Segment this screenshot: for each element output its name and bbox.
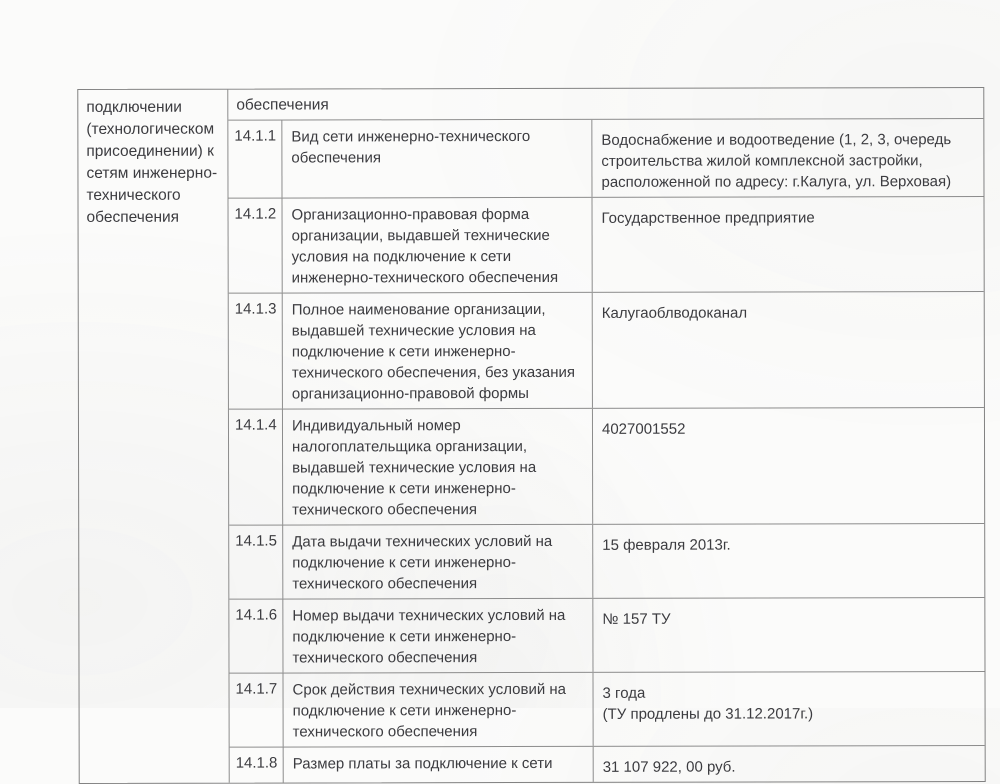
table-row: [229, 672, 984, 748]
table-row: [229, 292, 984, 410]
row-label: Полное наименование организации, выдавшей технические условия на подключение к сети инженерно-технического обеспечения, без указания организационно-правовой формы: [283, 293, 593, 409]
row-label: Срок действия технических условий на подключение к сети инженерно-технического обеспечения: [283, 673, 593, 747]
row-number: 14.1.6: [229, 600, 283, 673]
row-label: Размер платы за подключение к сети: [284, 747, 594, 783]
row-number: 14.1.5: [229, 526, 283, 599]
table-right-part: [228, 88, 984, 783]
row-number: 14.1.1: [228, 121, 282, 198]
row-label: Индивидуальный номер налогоплательщика организации, выдавшей технические условия на подключение к сети инженерно-технического обеспечения: [283, 409, 593, 525]
row-number: 14.1.2: [229, 199, 283, 293]
row-label: Организационно-правовая форма организации, выдавшей технические условия на подключение к сети инженерно-технического обеспечения: [283, 198, 593, 293]
row-value: 3 года (ТУ продлены до 31.12.2017г.): [602, 684, 814, 723]
row-number: 14.1.4: [229, 410, 283, 525]
section-header-cell: обеспечения: [228, 88, 983, 121]
table-row: [228, 119, 983, 199]
left-section-cell: подключении (технологическом присоединении) к сетям инженерно-технического обеспечения: [78, 90, 229, 783]
row-value: Калугаоблводоканал: [601, 304, 748, 322]
row-label: Вид сети инженерно-технического обеспечения: [282, 120, 592, 198]
row-value: 15 февраля 2013г.: [602, 536, 731, 554]
row-number: 14.1.8: [230, 748, 284, 783]
row-label: Номер выдачи технических условий на подключение к сети инженерно-технического обеспечения: [283, 599, 593, 673]
table-row: [229, 598, 984, 674]
info-table: [77, 87, 985, 784]
row-value: 4027001552: [601, 420, 686, 438]
row-value: 31 107 922, 00 руб.: [602, 758, 736, 776]
table-row: [229, 408, 984, 526]
row-value: № 157 ТУ: [602, 610, 671, 628]
row-label: Дата выдачи технических условий на подключение к сети инженерно-технического обеспечения: [283, 525, 593, 599]
row-value: Водоснабжение и водоотведение (1, 2, 3, очередь строительства жилой комплексной застройки, расположенной по адресу: г.Калуга, ул. Верховая): [601, 131, 952, 191]
table-row: [229, 197, 984, 294]
table-row: [230, 746, 985, 783]
table-row: [229, 524, 984, 600]
row-value: Государственное предприятие: [601, 209, 815, 227]
row-number: 14.1.7: [229, 674, 283, 747]
row-number: 14.1.3: [229, 294, 283, 409]
